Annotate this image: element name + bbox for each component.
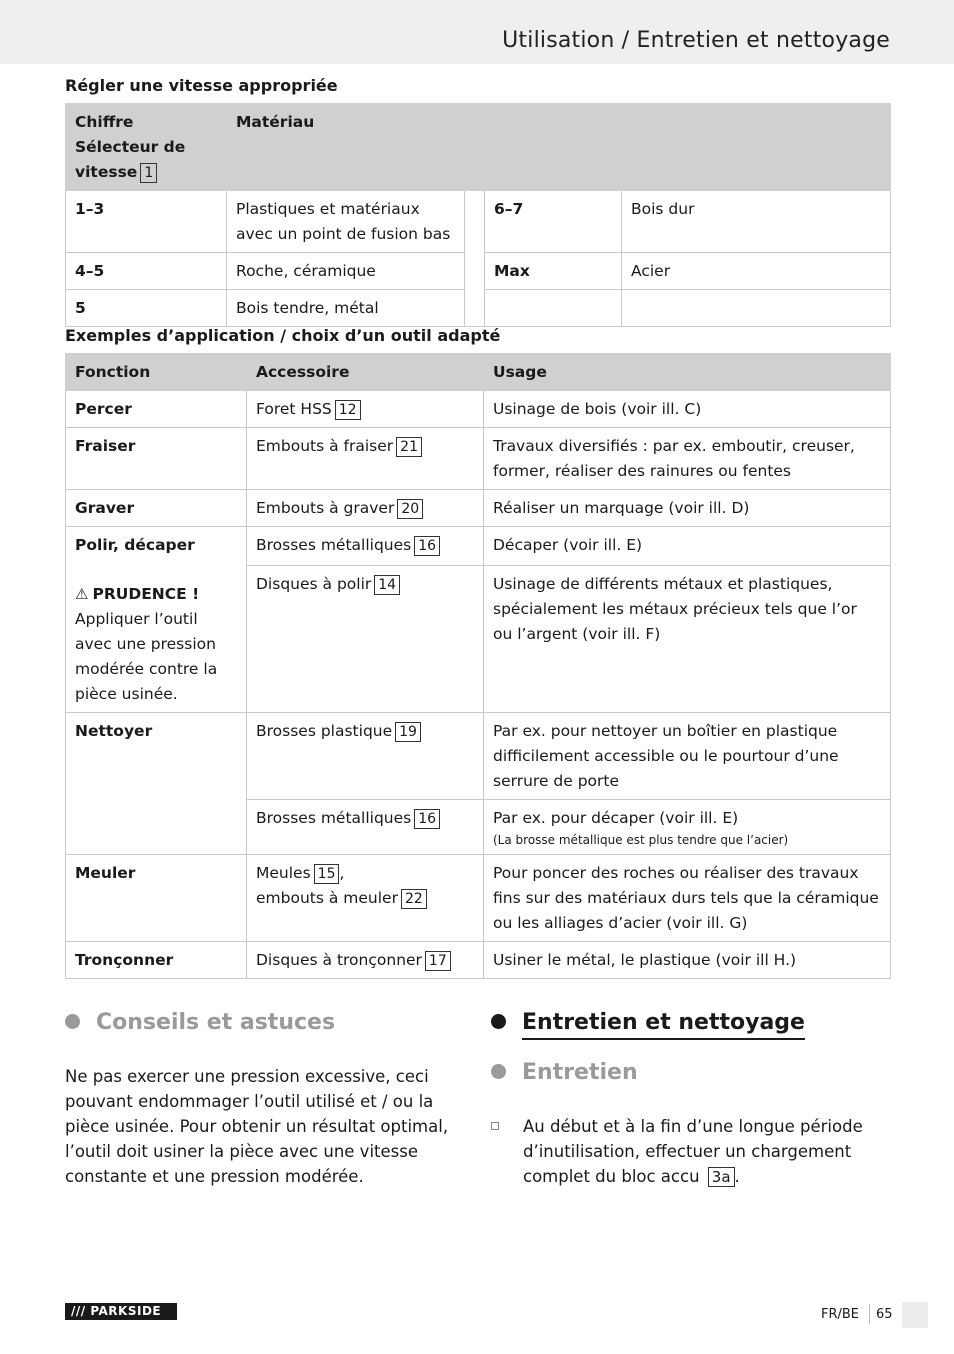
- conseils-heading: [65, 1010, 335, 1035]
- apps-usage: Usinage de bois (voir ill. C): [484, 391, 891, 428]
- accessory-label: Embouts à graver: [256, 499, 395, 517]
- warning-title: PRUDENCE !: [92, 585, 200, 603]
- footer-divider: [869, 1304, 870, 1324]
- table-row: [66, 527, 891, 566]
- apps-function: Fraiser: [66, 428, 247, 490]
- speed-num: 5: [66, 290, 227, 327]
- apps-accessory: [247, 527, 484, 566]
- apps-function: Tronçonner: [66, 942, 247, 979]
- speed-num: 4–5: [66, 253, 227, 290]
- bullet-dot-icon: [491, 1064, 506, 1079]
- apps-usage: Réaliser un marquage (voir ill. D): [484, 490, 891, 527]
- speed-num: 1–3: [66, 191, 227, 253]
- apps-function: Meuler: [66, 855, 247, 942]
- ref-box: 15: [314, 864, 340, 884]
- table-row: [66, 490, 891, 527]
- speed-material: [622, 290, 891, 327]
- warning-triangle-icon: ⚠: [75, 585, 89, 603]
- accessory-label: embouts à meuler: [256, 889, 398, 907]
- apps-function-polir: [66, 527, 247, 713]
- apps-usage: Pour poncer des roches ou réaliser des travaux fins sur des matériaux durs tels que la céramique ou les alliages d’acier (voir ill. G): [484, 855, 891, 942]
- conseils-text: Ne pas exercer une pression excessive, ceci pouvant endommager l’outil utilisé et / ou la pièce usinée. Pour obtenir un résultat optimal, l’outil doit usiner la pièce avec une vitesse constante et une pression modérée.: [65, 1067, 449, 1186]
- entretien-heading: [491, 1060, 638, 1085]
- speed-table-header: [66, 104, 891, 191]
- entretien-body: Au début et à la fin d’une longue période d’inutilisation, effectuer un chargement complet du bloc accu: [523, 1117, 863, 1186]
- table-row: [66, 942, 891, 979]
- bullet-dot-icon: [491, 1014, 506, 1029]
- apps-head-usage: Usage: [484, 354, 891, 391]
- page-number: 65: [876, 1307, 893, 1322]
- apps-function: Graver: [66, 490, 247, 527]
- accessory-label: Foret HSS: [256, 400, 332, 418]
- speed-num: Max: [485, 253, 622, 290]
- apps-table-header: [66, 354, 891, 391]
- speed-head-l1: Chiffre: [75, 113, 134, 131]
- warning-text: Appliquer l’outil avec une pression modérée contre la pièce usinée.: [75, 610, 218, 703]
- page-header-title: Utilisation / Entretien et nettoyage: [502, 28, 890, 53]
- speed-material: Acier: [622, 253, 891, 290]
- accessory-label: Disques à tronçonner: [256, 951, 422, 969]
- entretien-text: [523, 1114, 893, 1189]
- apps-usage: [484, 800, 891, 855]
- table-row: [66, 391, 891, 428]
- speed-spacer: [465, 191, 485, 327]
- ref-box: 16: [414, 536, 440, 556]
- usage-text: Par ex. pour décaper (voir ill. E): [493, 809, 739, 827]
- ref-box: 19: [395, 722, 421, 742]
- apps-accessory: [247, 800, 484, 855]
- speed-material: Bois dur: [622, 191, 891, 253]
- function-label: Polir, décaper: [75, 536, 195, 554]
- speed-material: Bois tendre, métal: [227, 290, 465, 327]
- accessory-label: Embouts à fraiser: [256, 437, 394, 455]
- accessory-label: Brosses métalliques: [256, 536, 412, 554]
- ref-box: 16: [414, 809, 440, 829]
- apps-accessory: [247, 428, 484, 490]
- apps-table: [65, 353, 891, 979]
- apps-accessory: [247, 490, 484, 527]
- ref-box: 12: [335, 400, 361, 420]
- apps-section-title: Exemples d’application / choix d’un outil adapté: [65, 326, 501, 345]
- entretien-title: Entretien: [522, 1060, 638, 1085]
- apps-usage: Usiner le métal, le plastique (voir ill H.): [484, 942, 891, 979]
- apps-usage: Décaper (voir ill. E): [484, 527, 891, 566]
- apps-usage: Travaux diversifiés : par ex. emboutir, creuser, former, réaliser des rainures ou fentes: [484, 428, 891, 490]
- apps-accessory: [247, 942, 484, 979]
- apps-accessory: Meules 15 , embouts à meuler 22: [247, 855, 484, 942]
- apps-function: Percer: [66, 391, 247, 428]
- accessory-label: Brosses plastique: [256, 722, 393, 740]
- entretien-nettoyage-title: Entretien et nettoyage: [522, 1010, 805, 1040]
- apps-accessory: [247, 566, 484, 713]
- speed-num: [485, 290, 622, 327]
- speed-head-l3: vitesse: [75, 163, 138, 181]
- parkside-logo: /// PARKSIDE: [65, 1303, 177, 1320]
- table-row: [66, 191, 891, 253]
- ref-box: 20: [397, 499, 423, 519]
- bullet-dot-icon: [65, 1014, 80, 1029]
- apps-usage: Par ex. pour nettoyer un boîtier en plastique difficilement accessible ou le pourtour d’une serrure de porte: [484, 713, 891, 800]
- table-row: [66, 855, 891, 942]
- speed-num: 6–7: [485, 191, 622, 253]
- apps-accessory: [247, 713, 484, 800]
- footer-language: FR/BE: [821, 1307, 860, 1322]
- speed-head-ref: 1: [140, 163, 157, 183]
- apps-head-function: Fonction: [66, 354, 247, 391]
- apps-function: Nettoyer: [66, 713, 247, 855]
- ref-box: 3a: [708, 1167, 735, 1187]
- apps-head-accessory: Accessoire: [247, 354, 484, 391]
- accessory-label: Meules: [256, 864, 311, 882]
- ref-box: 22: [401, 889, 427, 909]
- ref-box: 14: [374, 575, 400, 595]
- speed-section-title: Régler une vitesse appropriée: [65, 76, 338, 95]
- apps-usage: Usinage de différents métaux et plastiques, spécialement les métaux précieux tels que l’or ou l’argent (voir ill. F): [484, 566, 891, 713]
- speed-material: Plastiques et matériaux avec un point de fusion bas: [227, 191, 465, 253]
- ref-box: 21: [396, 437, 422, 457]
- table-row: [66, 713, 891, 800]
- speed-head-l2: Sélecteur de: [75, 138, 186, 156]
- warning-block: [75, 582, 237, 607]
- entretien-end: .: [734, 1167, 740, 1186]
- speed-table: [65, 103, 891, 327]
- accessory-label: Disques à polir: [256, 575, 372, 593]
- table-row: [66, 428, 891, 490]
- conseils-title: Conseils et astuces: [96, 1010, 336, 1035]
- apps-accessory: [247, 391, 484, 428]
- speed-material: Roche, céramique: [227, 253, 465, 290]
- accessory-label: Brosses métalliques: [256, 809, 412, 827]
- usage-note: (La brosse métallique est plus tendre que l’acier): [493, 833, 789, 847]
- ref-box: 17: [425, 951, 451, 971]
- footer-box: [902, 1302, 928, 1328]
- speed-head-material: Matériau: [227, 104, 891, 191]
- entretien-nettoyage-heading: [491, 1010, 805, 1035]
- list-square-icon: [491, 1122, 499, 1130]
